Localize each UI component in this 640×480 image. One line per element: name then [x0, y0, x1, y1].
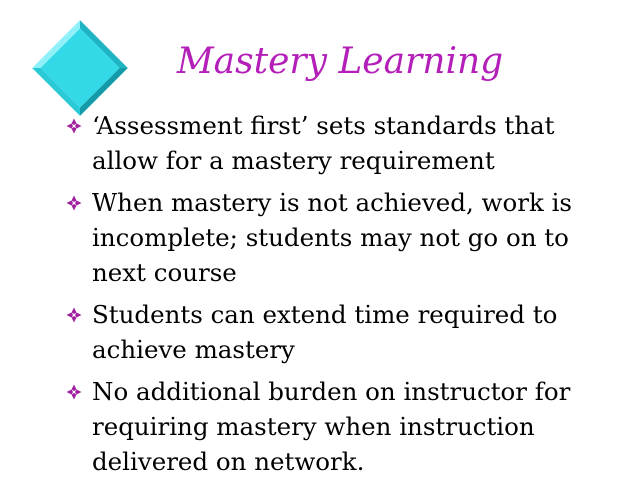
list-item — [66, 185, 626, 290]
bullet-text: When mastery is not achieved, work is incomplete; students may not go on to next course — [92, 188, 572, 287]
list-item — [66, 374, 626, 479]
four-petal-diamond-bullet-icon — [66, 300, 92, 330]
list-item — [66, 297, 626, 367]
slide-title: Mastery Learning — [176, 41, 504, 82]
four-petal-diamond-bullet-icon — [66, 188, 92, 218]
bullet-text: ‘Assessment first’ sets standards that allow for a mastery requirement — [92, 111, 555, 175]
bullet-list — [66, 108, 626, 480]
four-petal-diamond-bullet-icon — [66, 377, 92, 407]
four-petal-diamond-bullet-icon — [66, 111, 92, 141]
bullet-text: Students can extend time required to achieve mastery — [92, 300, 558, 364]
cyan-diamond-icon — [28, 16, 132, 120]
list-item — [66, 108, 626, 178]
bullet-text: No additional burden on instructor for requiring mastery when instruction delivered on network. — [92, 377, 571, 476]
